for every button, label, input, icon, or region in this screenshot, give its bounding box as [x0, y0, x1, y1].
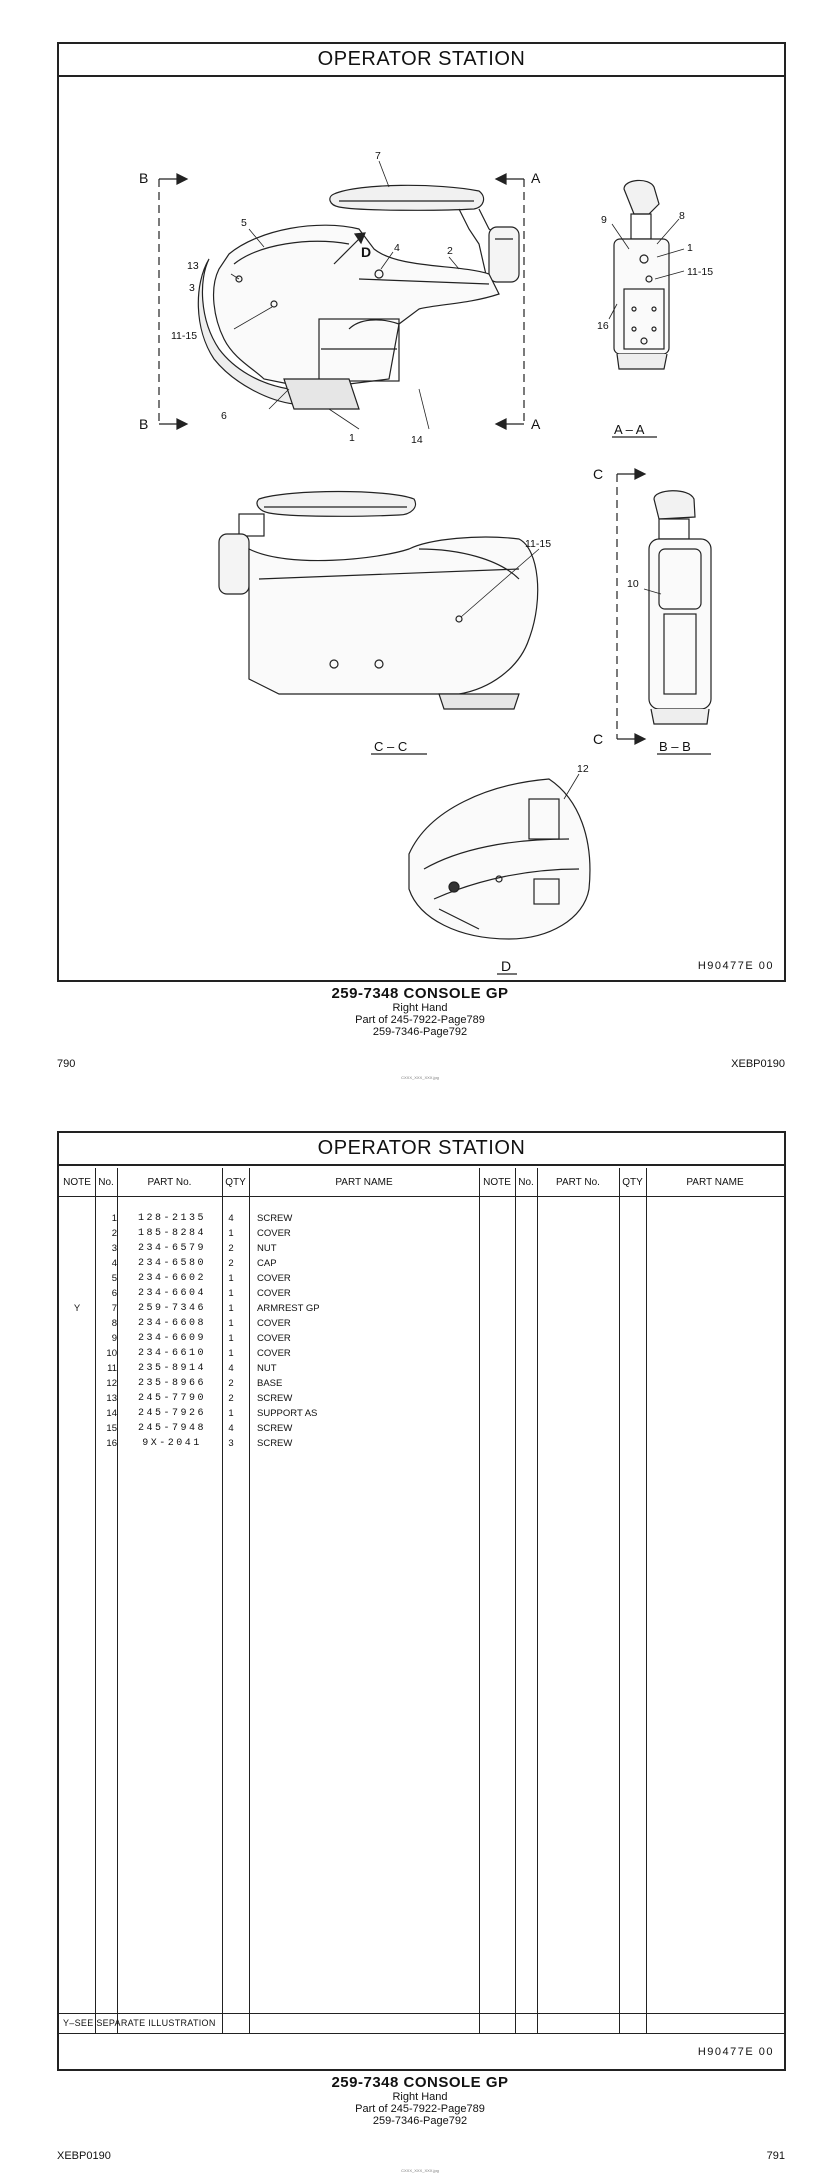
row-number: 9	[111, 1333, 117, 1344]
caption-title: 259-7348 CONSOLE GP	[331, 985, 509, 1002]
label-view-aa: A – A	[614, 422, 645, 437]
row-part-number: 259-7346	[137, 1303, 206, 1314]
caption-line-1-2: Right Hand	[392, 2091, 448, 2103]
caption-page-790	[0, 985, 840, 1038]
header-no-2: No.	[518, 1177, 534, 1188]
label-16: 16	[597, 320, 609, 332]
row-part-number: 185-8284	[137, 1228, 206, 1239]
label-1-aa: 1	[687, 242, 693, 254]
row-part-name: COVER	[257, 1288, 291, 1299]
label-b-bottom: B	[139, 416, 149, 432]
row-part-number: 234-6608	[137, 1318, 206, 1329]
row-number: 8	[111, 1318, 117, 1329]
row-quantity: 1	[228, 1408, 234, 1419]
row-quantity: 2	[228, 1258, 234, 1269]
table-header	[59, 1168, 784, 1197]
row-quantity: 4	[228, 1363, 234, 1374]
row-part-name: NUT	[257, 1363, 277, 1374]
row-number: 10	[106, 1348, 117, 1359]
label-a-bottom: A	[531, 416, 541, 432]
header-qty: QTY	[225, 1177, 246, 1188]
footnote: Y–SEE SEPARATE ILLUSTRATION	[59, 2013, 784, 2033]
row-part-number: 235-8966	[137, 1378, 206, 1389]
main-side-view	[159, 161, 524, 429]
table-row	[59, 1226, 784, 1241]
table-row	[59, 1421, 784, 1436]
caption-title-2: 259-7348 CONSOLE GP	[331, 2074, 509, 2091]
row-number: 16	[106, 1438, 117, 1449]
row-number: 6	[111, 1288, 117, 1299]
caption-line-2-2: Part of 245-7922-Page789	[355, 2103, 485, 2115]
row-part-name: SCREW	[257, 1423, 293, 1434]
view-cc	[219, 469, 645, 754]
page-number-left: 790	[57, 1058, 76, 1070]
table-row	[59, 1211, 784, 1226]
console-illustration	[59, 79, 784, 979]
row-quantity: 4	[228, 1423, 234, 1434]
caption-line-2: Part of 245-7922-Page789	[355, 1014, 485, 1026]
label-2: 2	[447, 245, 453, 257]
file-mark: CXXX_XXX_XXX.jpg	[401, 1075, 439, 1080]
row-quantity: 4	[228, 1213, 234, 1224]
label-7: 7	[375, 150, 381, 162]
label-13: 13	[187, 260, 199, 272]
table-row	[59, 1286, 784, 1301]
label-11-15-cc: 11-15	[525, 538, 552, 550]
row-part-name: COVER	[257, 1228, 291, 1239]
row-quantity: 1	[228, 1303, 234, 1314]
label-8: 8	[679, 210, 685, 222]
table-row	[59, 1241, 784, 1256]
view-aa	[609, 180, 684, 437]
row-part-number: 245-7790	[137, 1393, 206, 1404]
table-row	[59, 1301, 784, 1316]
row-part-name: SCREW	[257, 1438, 293, 1449]
row-part-name: ARMREST GP	[257, 1303, 320, 1314]
illustration-frame	[57, 42, 786, 982]
page-number-right: 791	[766, 2150, 785, 2162]
row-part-name: SCREW	[257, 1393, 293, 1404]
row-quantity: 1	[228, 1318, 234, 1329]
row-quantity: 1	[228, 1348, 234, 1359]
parts-frame	[57, 1131, 786, 2071]
row-part-name: COVER	[257, 1318, 291, 1329]
row-part-number: 245-7926	[137, 1408, 206, 1419]
row-part-name: COVER	[257, 1273, 291, 1284]
caption-line-3-2: 259-7346-Page792	[372, 2115, 468, 2127]
row-part-number: 234-6602	[137, 1273, 206, 1284]
row-quantity: 1	[228, 1333, 234, 1344]
row-part-name: BASE	[257, 1378, 283, 1389]
illustration-code: H90477E 00	[697, 960, 774, 972]
table-row	[59, 1391, 784, 1406]
label-11-15-left: 11-15	[171, 330, 198, 342]
row-part-number: 234-6609	[137, 1333, 206, 1344]
row-number: 1	[111, 1213, 117, 1224]
row-part-name: SCREW	[257, 1213, 293, 1224]
label-6: 6	[221, 410, 227, 422]
row-number: 14	[106, 1408, 117, 1419]
label-view-bb: B – B	[659, 739, 691, 754]
label-3: 3	[189, 282, 195, 294]
footer-band	[59, 2033, 784, 2069]
row-number: 15	[106, 1423, 117, 1434]
row-part-number: 9X-2041	[142, 1438, 202, 1449]
label-12: 12	[577, 763, 589, 775]
label-11-15-aa: 11-15	[687, 266, 714, 278]
row-part-number: 234-6610	[137, 1348, 206, 1359]
doc-code-right: XEBP0190	[731, 1058, 785, 1070]
parts-list	[59, 1211, 784, 1451]
row-number: 12	[106, 1378, 117, 1389]
label-detail-d: D	[501, 958, 512, 974]
row-number: 3	[111, 1243, 117, 1254]
row-part-name: SUPPORT AS	[257, 1408, 318, 1419]
label-10: 10	[627, 578, 639, 590]
header-part-name: PART NAME	[335, 1177, 393, 1188]
header-no: No.	[98, 1177, 114, 1188]
header-qty-2: QTY	[622, 1177, 643, 1188]
header-note-2: NOTE	[483, 1177, 511, 1188]
table-row	[59, 1256, 784, 1271]
row-quantity: 1	[228, 1273, 234, 1284]
label-b-top: B	[139, 170, 149, 186]
label-14: 14	[411, 434, 423, 446]
row-number: 7	[111, 1303, 117, 1314]
table-row	[59, 1316, 784, 1331]
row-part-name: CAP	[257, 1258, 277, 1269]
detail-d	[409, 774, 590, 974]
label-5: 5	[241, 217, 247, 229]
table-row	[59, 1271, 784, 1286]
row-part-number: 234-6604	[137, 1288, 206, 1299]
row-quantity: 3	[228, 1438, 234, 1449]
page-title: OPERATOR STATION	[59, 44, 784, 77]
doc-code-left: XEBP0190	[57, 2150, 111, 2162]
view-bb	[644, 491, 711, 754]
caption-line-3: 259-7346-Page792	[372, 1026, 468, 1038]
row-number: 13	[106, 1393, 117, 1404]
row-quantity: 2	[228, 1378, 234, 1389]
label-a-top: A	[531, 170, 541, 186]
file-mark-2: CXXX_XXX_XXX.jpg	[401, 2168, 439, 2173]
table-row	[59, 1361, 784, 1376]
row-part-number: 235-8914	[137, 1363, 206, 1374]
label-view-d: D	[361, 244, 372, 260]
row-number: 2	[111, 1228, 117, 1239]
row-note: Y	[73, 1303, 81, 1314]
header-part-no: PART No.	[147, 1177, 192, 1188]
table-row	[59, 1331, 784, 1346]
row-number: 11	[107, 1363, 117, 1374]
row-quantity: 1	[228, 1288, 234, 1299]
row-part-number: 128-2135	[137, 1213, 206, 1224]
label-1: 1	[349, 432, 355, 444]
row-quantity: 2	[228, 1393, 234, 1404]
label-view-cc: C – C	[374, 739, 408, 754]
illustration-code-2: H90477E 00	[697, 2046, 774, 2058]
table-row	[59, 1346, 784, 1361]
row-number: 4	[111, 1258, 117, 1269]
label-c-bottom: C	[593, 731, 604, 747]
row-part-number: 245-7948	[137, 1423, 206, 1434]
label-9: 9	[601, 214, 607, 226]
table-row	[59, 1436, 784, 1451]
table-row	[59, 1406, 784, 1421]
page-title-2: OPERATOR STATION	[59, 1133, 784, 1166]
row-part-number: 234-6579	[137, 1243, 206, 1254]
row-number: 5	[111, 1273, 117, 1284]
row-part-name: NUT	[257, 1243, 277, 1254]
row-quantity: 1	[228, 1228, 234, 1239]
table-row	[59, 1376, 784, 1391]
header-note: NOTE	[63, 1177, 91, 1188]
row-part-name: COVER	[257, 1348, 291, 1359]
label-c-top: C	[593, 466, 604, 482]
row-part-name: COVER	[257, 1333, 291, 1344]
header-part-no-2: PART No.	[556, 1177, 600, 1188]
caption-page-791	[0, 2074, 840, 2127]
row-quantity: 2	[228, 1243, 234, 1254]
label-4: 4	[394, 242, 400, 254]
header-part-name-2: PART NAME	[686, 1177, 744, 1188]
caption-line-1: Right Hand	[392, 1002, 448, 1014]
row-part-number: 234-6580	[137, 1258, 206, 1269]
